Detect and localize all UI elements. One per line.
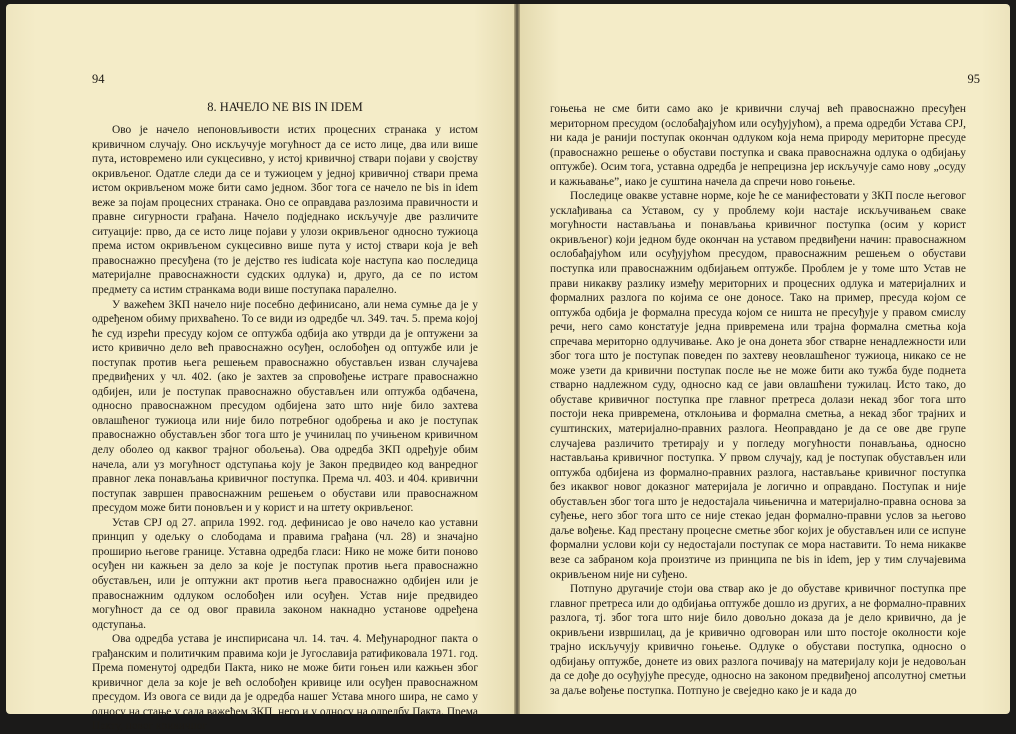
right-page-body bbox=[550, 102, 966, 698]
page-number: 94 bbox=[92, 72, 105, 86]
paragraph: Последице овакве уставне норме, које ће се манифестовати у ЗКП после његовог усклађивања са Уставом, су у проблему који настаје искључивањем сваке могућности настављања и понављања кривичног поступка (осим у корист окривљеног) који једном буде окончан на уставом предвиђени начин: правоснажном ослобађајућом или осуђујућом пресудом, правоснажним решењем о обустави поступка или правоснажним одбијањем оптужбе. Проблем је у томе што Устав не прави никакву разлику између мериторних и процесних одлука и материјалних и формалних разлога по којима се оне доносе. Тако на пример, пресуда којом се оптужба одбија је формална пресуда којом се ништа не пресуђује у правом смислу речи, него само констатује једна привремена или трајна формална сметња која спречава мериторно одлучивање. Ако је она донета због стварне ненадлежности или због тога што је поступак поведен по захтеву неовлашћеног тужиоца, никако се не може узети да кривични поступак после ње не може бити ако тужба буде поднета стварно надлежном суду, односно кад се јави овлашћени тужилац. Исто тако, до обуставе кривичног поступка пре главног претреса долази некад због тога што постоји нека привремена, отклоњива и формална сметња, а некад због трајних и суштинских, материјално-правних разлога. Неоправдано је да се ове две групе случајева различито третирају и у погледу могућности понављања, односно настављања кривичног поступка. У првом случају, кад је поступак обустављен или оптужба одбијена из формално-правних разлога, настављање кривичног поступка без икаквог новог доказног материјала је логично и оправдано. Поступак и није обустављен због тога што је недостајала чињенична и материјално-правна основа за суђење, него због тога што се није стекао један формално-правни услов за његово даље вођење. Кад престану процесне сметње због којих је обустављен или се испуне формални услови који су недостајали поступак се мора наставити. То нема никакве везе са забраном која произтиче из принципа ne bis in idem, јер у тим случајевима окривљеном није ни суђено. bbox=[550, 190, 966, 581]
paragraph: Ово је начело непоновљивости истих процесних странака у истом кривичном случају. Оно искључује могућност да се исто лице, два или више пута, истовремено или сукцесивно, у истој кривичној ствари појави у својству окривљеног. Одатле следи да се и тужиоцем у једној кривичној ствари према истом окривљеном може бити само једном. Због тога се начело ne bis in idem веже за појам процесних странака. Оно се оправдава разлозима правичности и правне сигурности грађана. Начело подједнако искључује две различите ситуације: прво, да се исто лице појави у улози окривљеног односно тужиоца према истом окривљеном сукцесивно више пута у истој ствари која је већ правоснажно пресуђена (то је дејство res iudicata које наступа као последица материјалне правоснажности судских одлука) и, друго, да се по истом предмету са истим странкама води више поступака паралелно. bbox=[92, 124, 478, 297]
left-page bbox=[6, 4, 514, 733]
paragraph: У важећем ЗКП начело није посебно дефинисано, али нема сумње да је у одређеном обиму прихваћено. То се види из одредбе чл. 349. тач. 5. према којој ће суд изрећи пресуду којом се оптужба одбија ако утврди да је оптужени за исто кривично дело већ правоснажно осуђен, ослобођен од оптужбе или је поступак против њега решењем правоснажно обустављен изван случајева предвиђених у чл. 402. (ако је захтев за спровођење истраге правоснажно одбијен, или је поступак правоснажно обустављен или оптужба одбачена, односно правоснажном пресудом одбијена зато што није било захтева овлашћеног тужиоца или није било потребног одобрења и ако је поступак правоснажно обустављен због тога што је учинилац по учињеном кривичном делу оболео од каквог трајног обољења). Ова одредба ЗКП одређује обим начела, али уз могућност одступања коју је Закон предвидео код ванредног правног лека понављања кривичног поступка. Према чл. 403. и 404. кривични поступак завршен правоснажним решењем о обустави или правоснажном пресудом може бити поновљен и у корист и на штету окривљеног. bbox=[92, 298, 478, 515]
left-page-body bbox=[92, 123, 478, 734]
paragraph: Потпуно другачије стоји ова ствар ако је до обуставе кривичног поступка пре главног претреса или до одбијања оптужбе дошло из других, а не формално-правних разлога, тј. због тога што није било довољно доказа да је дело кривично, да је окривљени извршилац, да је кривично одговоран или што постоје околности које трајно искључују кривично гоњење. Одлуке о обустави поступка, односно о одбијању оптужбе, донете из ових разлога почивају на материјалу који је недовољан да се дође до осуђујуће пресуде, односно на законом предвиђеној апсолутној сметњи за даље вођење поступка. Потпуно је свеједно како је и када до bbox=[550, 583, 966, 697]
chapter-title: 8. НАЧЕЛО NE BIS IN IDEM bbox=[207, 100, 363, 114]
paragraph: Устав СРЈ од 27. априла 1992. год. дефинисао је ово начело као уставни принцип у одељку о слободама и правима грађана (чл. 28) и значајно проширио његове границе. Уставна одредба гласи: Нико не може бити поново осуђен ни кажњен за дело за које је поступак против њега правоснажно обустављен, или је оптужни акт против њега правоснажно одбијен или је правоснажним одлуком ослобођен или осуђен. Устав није предвидео могућност да се од овог правила законом накнадно установе одређена одступања. bbox=[92, 516, 478, 631]
paragraph: Ова одредба устава је инспирисана чл. 14. тач. 4. Међународног пакта о грађанским и политичким правима који је Југославија ратификовала 1971. год. Према поменутој одредби Пакта, нико не може бити гоњен или кажњен због кривичног дела за које је већ ослобођен кривице или осуђен правоснажном пресудом. Из овога се види да је одредба нашег Устава много шира, не само у односу на стање у сада важећем ЗКП, него и у односу на одредбу Пакта. Према Пакту, новог кривичног bbox=[92, 633, 478, 733]
page-number: 95 bbox=[967, 72, 980, 86]
paragraph: гоњења не сме бити само ако је кривични случај већ правоснажно пресуђен мериторном пресудом (ослобађајућом или осуђујућом), а према одредби Устава СРЈ, ни када је ранији поступак окончан одлуком која нема природу мериторне пресуде (правоснажно решење о обустави поступка и свака правоснажна одлука о одбијању оптужбе). Осим тога, уставна одредба је непрецизна јер искључује само нову „осуду и кажњавање”, иако је суштина начела да спречи ново гоњење. bbox=[550, 103, 966, 188]
book-spread bbox=[6, 4, 1010, 733]
right-page bbox=[520, 4, 1010, 714]
